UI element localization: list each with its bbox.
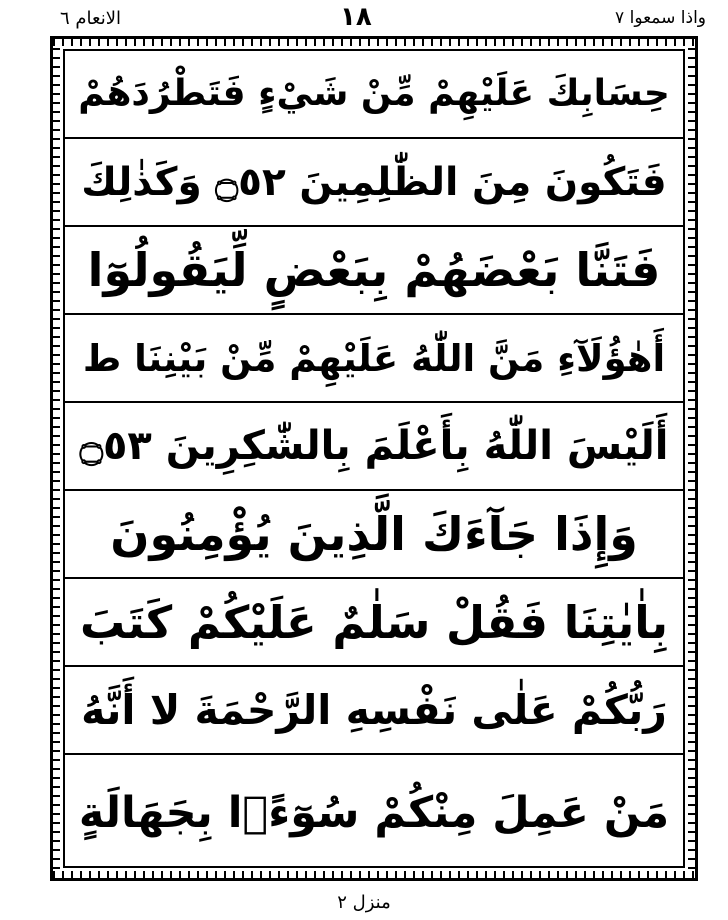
- verse-text: فَتَنَّا بَعْضَهُمْ بِبَعْضٍ لِّيَقُولُوٓا: [87, 243, 661, 297]
- verse-text: حِسَابِكَ عَلَيْهِمْ مِّنْ شَيْءٍ فَتَطْرُدَهُمْ: [78, 73, 670, 114]
- verse-line: [65, 403, 683, 491]
- verse-line: [65, 755, 683, 872]
- surah-name: الانعام ٦: [60, 8, 121, 29]
- verse-text: أَلَيْسَ اللّٰهُ بِأَعْلَمَ بِالشّٰكِرِينَ ۝٥٣: [79, 423, 669, 469]
- page-border: [50, 36, 698, 881]
- verse-text: وَإِذَا جَآءَكَ الَّذِينَ يُؤْمِنُونَ: [110, 507, 638, 561]
- verse-line: [65, 667, 683, 755]
- page-number: ۱۸: [340, 2, 372, 32]
- verse-text: فَتَكُونَ مِنَ الظّٰلِمِينَ ۝٥٢ وَكَذٰلِكَ: [81, 159, 667, 205]
- verse-text: رَبُّكُمْ عَلٰى نَفْسِهِ الرَّحْمَةَ لا أَنَّهُ: [81, 685, 667, 734]
- verse-line: [65, 227, 683, 315]
- verse-line: [65, 139, 683, 227]
- verse-line: [65, 315, 683, 403]
- text-panel: [63, 49, 685, 868]
- verse-text: أَهٰؤُلَآءِ مَنَّ اللّٰهُ عَلَيْهِمْ مِّنْ بَيْنِنَا ط: [82, 336, 666, 380]
- verse-line: [65, 51, 683, 139]
- verse-line: [65, 491, 683, 579]
- verse-text: مَنْ عَمِلَ مِنْكُمْ سُوٓءًۢا بِجَهَالَةٍ: [78, 788, 670, 838]
- page-header: [0, 0, 728, 36]
- juz-name: واذا سمعوا ٧: [615, 8, 706, 28]
- verse-line: [65, 579, 683, 667]
- verse-text: بِاٰيٰتِنَا فَقُلْ سَلٰمٌ عَلَيْكُمْ كَتَبَ: [79, 595, 669, 649]
- manzil-label: منزل ٢: [337, 892, 391, 913]
